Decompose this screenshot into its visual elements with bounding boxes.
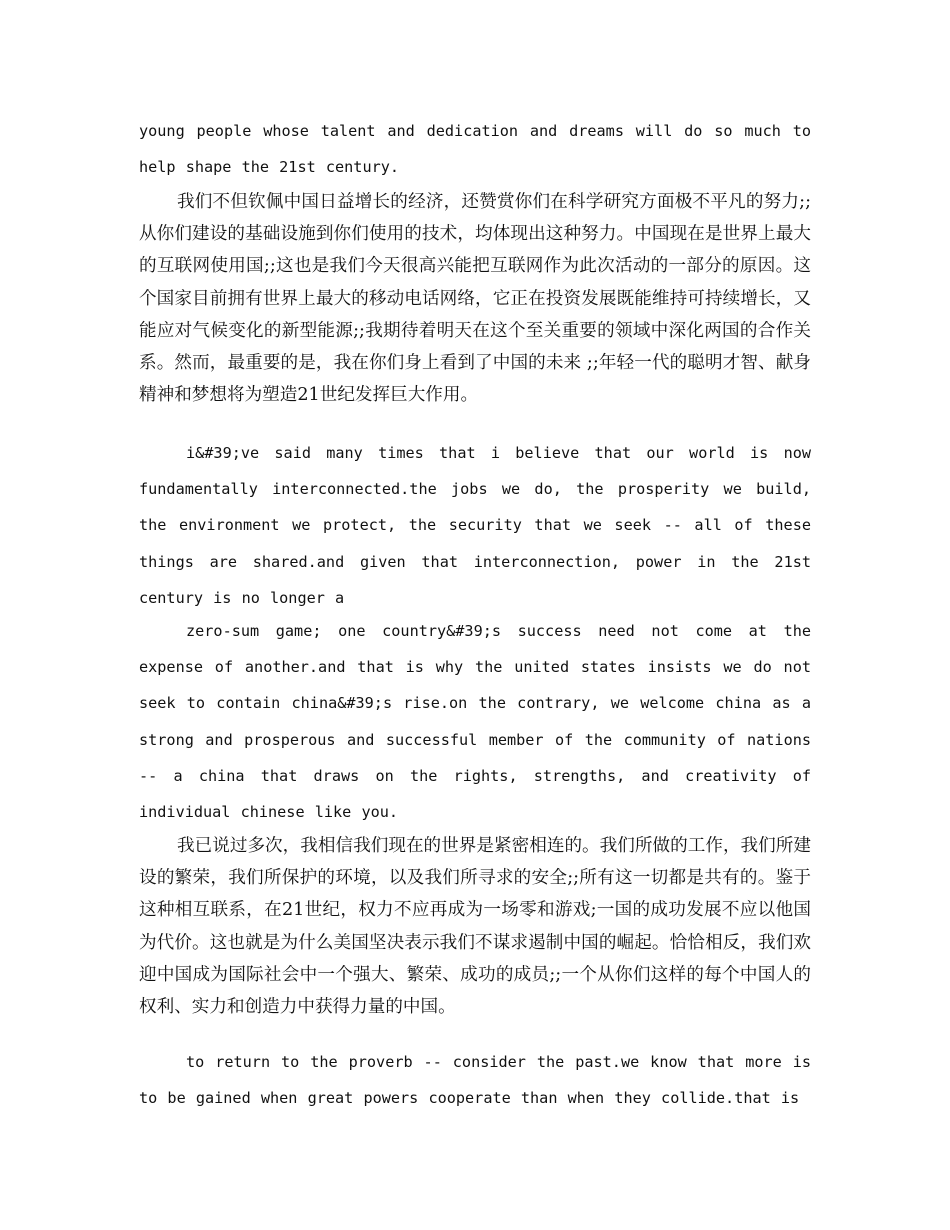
paragraph-english-4: to return to the proverb -- consider the past.we know that more is to be gained when great powers cooperate than when they collide.that is — [139, 1053, 811, 1108]
paragraph-chinese-1: 我们不但钦佩中国日益增长的经济，还赞赏你们在科学研究方面极不平凡的努力;;从你们建设的基础设施到你们使用的技术，均体现出这种努力。中国现在是世界上最大的互联网使用国;;这也是我们今天很高兴能把互联网作为此次活动的一部分的原因。这个国家目前拥有世界上最大的移动电话网络，它正在投资发展既能维持可持续增长，又能应对气候变化的新型能源;;我期待着明天在这个至关重要的领域中深化两国的合作关系。然而，最重要的是，我在你们身上看到了中国的未来 ;;年轻一代的聪明才智、献身精神和梦想将为塑造21世纪发挥巨大作用。 — [139, 192, 811, 406]
paragraph-english-3: zero-sum game; one country&#39;s success need not come at the expense of another.and that is why the united states insists we do not seek to contain china&#39;s rise.on the contrary, we welcome china as a strong and prosperous and successful member of the community of nations -- a china that draws on the rights, strengths, and creativity of individual chinese like you. — [139, 622, 811, 822]
paragraph-chinese-2: 我已说过多次，我相信我们现在的世界是紧密相连的。我们所做的工作，我们所建设的繁荣，我们所保护的环境，以及我们所寻求的安全;;所有这一切都是共有的。鉴于这种相互联系，在21世纪，权力不应再成为一场零和游戏;一国的成功发展不应以他国为代价。这也就是为什么美国坚决表示我们不谋求遏制中国的崛起。恰恰相反，我们欢迎中国成为国际社会中一个强大、繁荣、成功的成员;;一个从你们这样的每个中国人的权利、实力和创造力中获得力量的中国。 — [139, 836, 811, 1018]
paragraph-english-1: young people whose talent and dedication and dreams will do so much to help shape the 21st century. — [139, 122, 811, 177]
paragraph-english-2: i&#39;ve said many times that i believe that our world is now fundamentally interconnected.the jobs we do, the prosperity we build, the environment we protect, the security that we seek -- all of these things are shared.and given that interconnection, power in the 21st century is no longer a — [139, 444, 811, 607]
